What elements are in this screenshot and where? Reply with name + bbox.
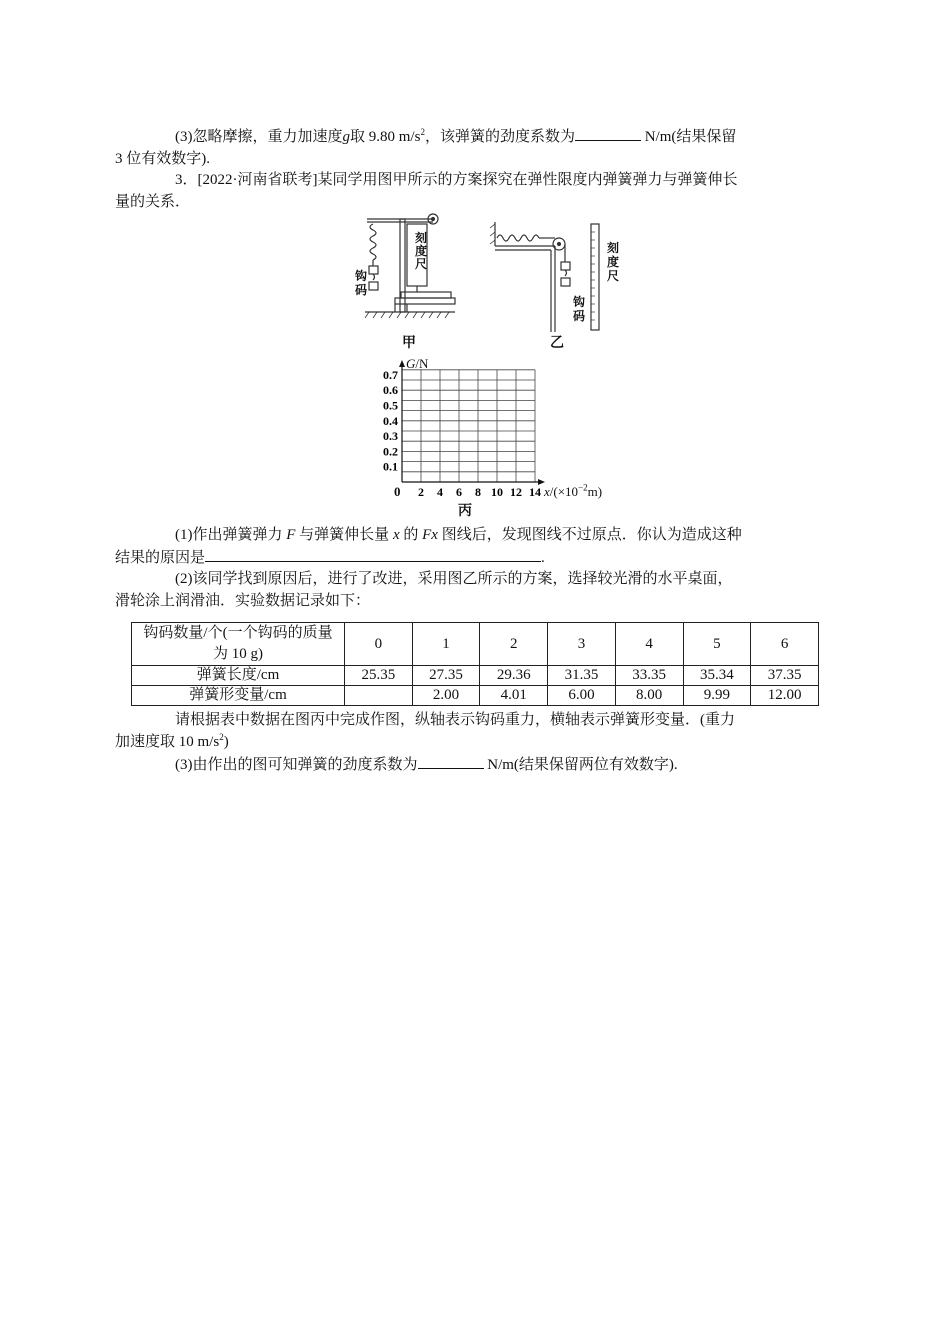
text-segment: ，该弹簧的劲度系数为	[424, 129, 575, 145]
grid	[402, 370, 535, 482]
x-exp: −2	[578, 482, 588, 493]
apparatus-diagram	[345, 212, 645, 352]
table-cell: 2	[480, 623, 548, 666]
table-cell: 6.00	[548, 686, 616, 706]
y-tick-labels	[383, 368, 398, 474]
table-cell: 9.99	[683, 686, 751, 706]
table-cell: 35.34	[683, 666, 751, 686]
text-segment: N/m(结果保留	[644, 129, 737, 145]
table-cell: 33.35	[615, 666, 683, 686]
text-segment: 3．[2022·河南省联考]某同学用图甲所示的方案探究在弹性限度内弹簧弹力与弹簧伸长	[175, 172, 738, 188]
weights-label-yi-1: 钩	[573, 295, 586, 309]
text-segment: 图线后，发现图线不过原点．你认为造成这种	[441, 527, 742, 543]
y-tick-label: 0.6	[383, 383, 398, 398]
weights-label-jia-1: 钩	[355, 269, 368, 283]
table-cell: 4.01	[480, 686, 548, 706]
x-tick-label: 6	[456, 485, 462, 499]
ruler-label-yi-2: 度	[607, 255, 620, 269]
weights-label-yi-2: 码	[573, 309, 586, 323]
text-segment: 3 位有效数字).	[115, 151, 210, 167]
ruler-label-yi-1: 刻	[607, 241, 620, 255]
table-cell: 2.00	[412, 686, 480, 706]
data-table	[131, 622, 819, 706]
x-unit: /(×10	[549, 484, 579, 499]
table-cell: 29.36	[480, 666, 548, 686]
table-cell: 12.00	[751, 686, 819, 706]
table-cell: 37.35	[751, 666, 819, 686]
table-header-length: 弹簧长度/cm	[132, 666, 345, 686]
text-segment: 与弹簧伸长量	[299, 527, 390, 543]
x-tick-label: 2	[418, 485, 424, 499]
table-row	[132, 666, 819, 686]
apparatus-figures	[345, 212, 645, 352]
caption-jia: 甲	[402, 336, 416, 351]
superscript: 2	[420, 127, 425, 137]
text-segment: .	[541, 550, 545, 566]
weights-label-jia-2: 码	[355, 283, 368, 297]
ruler-label-jia-2: 度	[415, 244, 428, 258]
text-segment: (2)该同学找到原因后，进行了改进，采用图乙所示的方案，选择较光滑的水平桌面，	[175, 571, 733, 587]
table-cell: 31.35	[548, 666, 616, 686]
table-cell: 3	[548, 623, 616, 666]
caption-yi: 乙	[550, 336, 564, 351]
weight-jia-2	[369, 282, 378, 290]
table-cell: 8.00	[615, 686, 683, 706]
x-tick-label: 12	[510, 485, 522, 499]
text-segment: 滑轮涂上润滑油．实验数据记录如下：	[115, 593, 371, 609]
text-segment: 请根据表中数据在图丙中完成作图，纵轴表示钩码重力，横轴表示弹簧形变量．(重力	[175, 712, 735, 728]
x-var: x	[544, 484, 550, 499]
part-1	[115, 524, 807, 569]
table-cell	[345, 686, 413, 706]
y-axis-arrow	[399, 360, 405, 367]
graph-instruction	[115, 709, 807, 753]
y-tick-label: 0.4	[383, 413, 398, 428]
x-tick-labels	[418, 485, 541, 499]
table-cell: 1	[412, 623, 480, 666]
table-cell: 6	[751, 623, 819, 666]
var-F: F	[286, 527, 296, 543]
text-segment: (3)由作出的图可知弹簧的劲度系数为	[175, 757, 418, 773]
text-segment: 量的关系．	[115, 194, 191, 210]
part-2	[115, 568, 807, 612]
x-axis-label	[544, 484, 602, 500]
ruler-label-jia-1: 刻	[415, 231, 428, 245]
ground-hatch	[365, 312, 449, 318]
y-unit: /N	[415, 356, 429, 371]
y-axis-label	[406, 356, 428, 372]
answer-blank-k[interactable]	[418, 753, 484, 769]
var-g: g	[342, 129, 350, 145]
var-Fx: Fx	[422, 527, 438, 543]
ruler-label-yi-3: 尺	[607, 269, 620, 283]
var-x: x	[392, 527, 400, 543]
x-tick-label: 14	[529, 485, 541, 499]
origin-label: 0	[394, 484, 401, 499]
text-segment: (1)作出弹簧弹力	[175, 527, 283, 543]
caption-bing: 丙	[458, 504, 472, 519]
table-cell: 27.35	[412, 666, 480, 686]
table-row	[132, 623, 819, 666]
answer-blank[interactable]	[575, 125, 641, 141]
text-segment: )	[223, 734, 229, 750]
graph-bing	[372, 356, 622, 519]
prev-question-part3	[115, 125, 807, 170]
spring-jia	[370, 224, 376, 260]
text-segment: 的	[403, 527, 419, 543]
table-row	[132, 686, 819, 706]
text-segment: N/m(结果保留两位有效数字).	[487, 757, 678, 773]
x-tick-label: 4	[437, 485, 443, 499]
spring-yi	[497, 235, 539, 241]
y-tick-label: 0.1	[383, 459, 398, 474]
table-cell: 25.35	[345, 666, 413, 686]
y-tick-label: 0.3	[383, 429, 398, 444]
weight-yi-1	[561, 262, 570, 270]
table-header-count: 钩码数量/个(一个钩码的质量为 10 g)	[132, 623, 345, 666]
x-unit-end: m)	[587, 484, 603, 499]
text-segment: 取 9.80 m/s	[350, 129, 421, 145]
superscript: 2	[219, 732, 224, 742]
y-var: G	[406, 356, 416, 371]
question-3-intro	[115, 169, 807, 213]
text-segment: 加速度取 10 m/s	[115, 734, 220, 750]
text-segment: 结果的原因是	[115, 550, 206, 566]
y-tick-label: 0.7	[383, 367, 398, 382]
table-cell: 4	[615, 623, 683, 666]
x-tick-label: 8	[475, 485, 481, 499]
part-3	[145, 753, 807, 776]
table-cell: 5	[683, 623, 751, 666]
ruler-base	[401, 292, 451, 298]
figure-jia	[365, 214, 455, 318]
y-tick-label: 0.2	[383, 444, 398, 459]
y-tick-label: 0.5	[383, 398, 398, 413]
answer-blank-reason[interactable]	[205, 546, 541, 562]
table-header-deform: 弹簧形变量/cm	[132, 686, 345, 706]
x-tick-label: 10	[491, 485, 503, 499]
text-segment: (3)忽略摩擦，重力加速度	[175, 129, 343, 145]
weight-jia-1	[369, 266, 378, 274]
ruler-label-jia-3: 尺	[415, 257, 428, 271]
table-cell: 0	[345, 623, 413, 666]
weight-yi-2	[561, 278, 570, 286]
